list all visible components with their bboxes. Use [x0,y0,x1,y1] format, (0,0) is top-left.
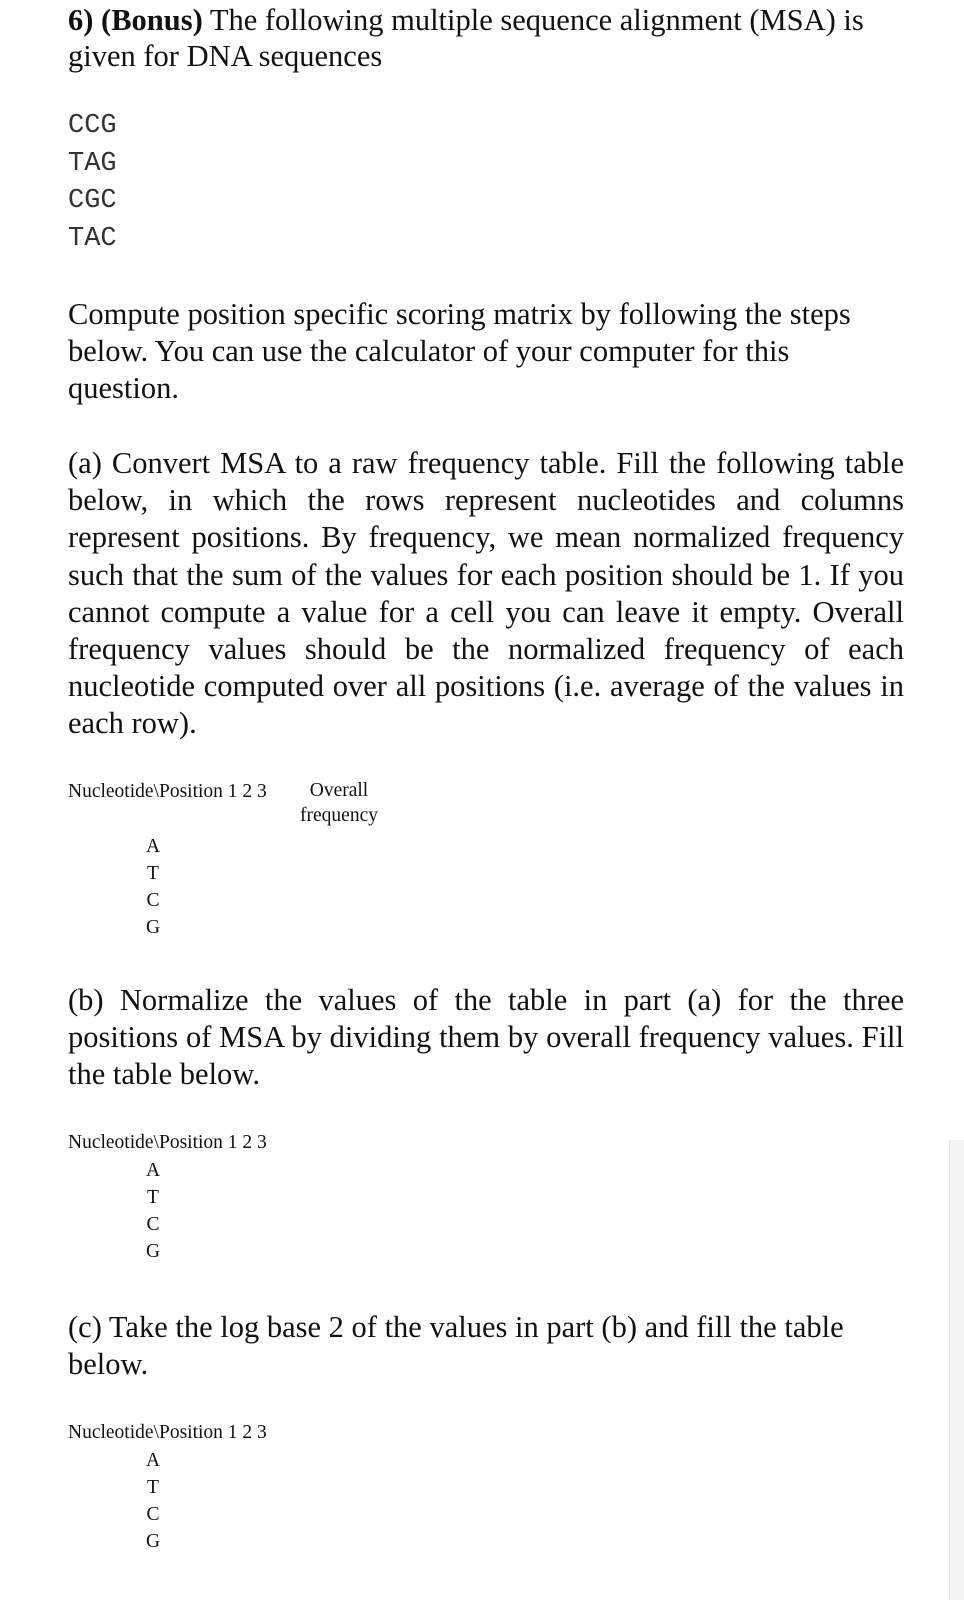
log-table [68,1419,267,1552]
question-title-text: The following multiple sequence alignment (MSA) is given for DNA sequences [68,3,864,73]
sequence-line: CCG [68,111,117,141]
part-a-paragraph: (a) Convert MSA to a raw frequency table. Fill the following table below, in which the rows represent nucleotides and columns represent positions. By frequency, we mean normalized frequency such that the sum of the values for each position should be 1. If you cannot compute a value for a cell you can leave it empty. Overall frequency values should be the normalized frequency of each nucleotide computed over all positions (i.e. average of the values in each row). [68,446,904,741]
table-row-label: T [147,863,159,884]
bonus-label: (Bonus) [101,3,203,37]
table-header-label: Nucleotide\Position 1 2 3 [68,1132,267,1153]
overall-frequency-header [294,778,384,828]
table-row-label: G [145,917,161,938]
table-header [68,1419,267,1446]
table-row-label: A [145,1450,161,1471]
part-b-paragraph: (b) Normalize the values of the table in part (a) for the three positions of MSA by dividing them by overall frequency values. Fill the table below. [68,983,904,1092]
part-c-paragraph: (c) Take the log base 2 of the values in part (b) and fill the table below. [68,1310,844,1382]
sequence-line: TAG [68,148,117,179]
question-number: 6) [68,3,94,37]
sequence-line: CGC [68,186,117,216]
table-row-label: T [147,1477,159,1498]
table-row-label: G [145,1531,161,1552]
overall-header-line: Overall [309,780,369,801]
nucleotide-rows [138,1447,168,1555]
scrollbar-track[interactable] [949,1140,964,1600]
table-row-label: C [146,1504,160,1525]
table-row-label: A [145,1160,161,1181]
table-row-label: C [146,1214,160,1235]
intro-paragraph: Compute position specific scoring matrix by following the steps below. You can use the calculator of your computer for this question. [68,297,851,406]
table-header-label: Nucleotide\Position 1 2 3 [68,781,267,802]
nucleotide-rows [138,833,168,941]
nucleotide-rows [138,1157,168,1265]
table-row-label: T [147,1187,159,1208]
table-row-label: A [145,836,161,857]
table-header [68,778,378,826]
table-row-label: G [145,1241,161,1262]
normalized-table [68,1129,267,1262]
sequence-line: TAC [68,223,117,254]
frequency-table [68,778,378,938]
table-row-label: C [146,890,160,911]
table-header [68,1129,267,1156]
question-title [68,2,904,74]
msa-sequences [68,108,117,258]
table-header-label: Nucleotide\Position 1 2 3 [68,1422,267,1443]
overall-header-line: frequency [300,805,378,826]
